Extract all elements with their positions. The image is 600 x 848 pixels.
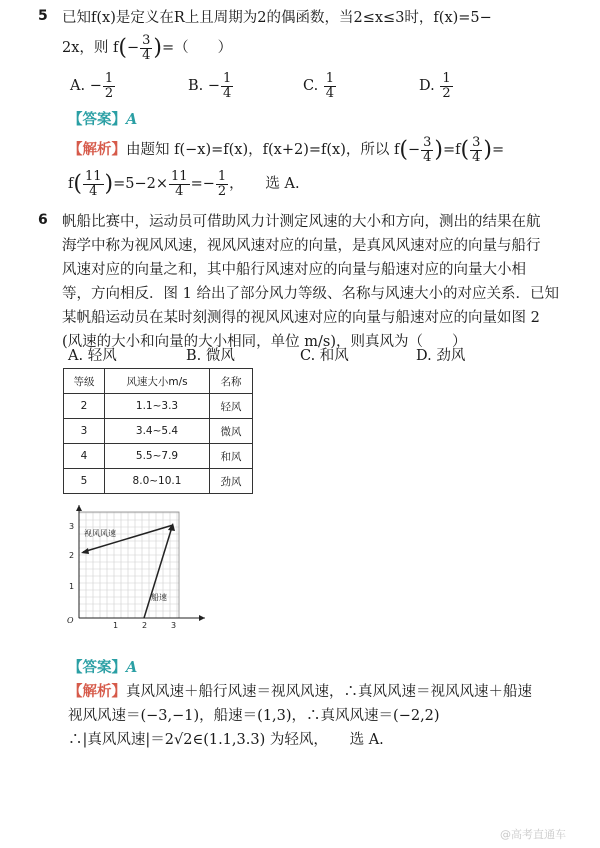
stem-line: 等，方向相反．图 1 给出了部分风力等级、名称与风速大小的对应关系．已知 (62, 286, 559, 302)
stem-line: 海学中称为视风风速，视风风速对应的向量，是真风风速对应的向量与船行 (62, 238, 541, 254)
question-5-stem-line2: 2x，则 f(− $\frac{3}{4}$ )=（ ） (62, 33, 233, 63)
q6-option-d: D. 劲风 (416, 348, 466, 364)
table-cell: 微风 (210, 419, 253, 444)
watermark: @高考直通车 (500, 828, 566, 841)
table-cell: 劲风 (210, 469, 253, 494)
question-5-number: 5 (38, 8, 48, 24)
stem-line: 某帆船运动员在某时刻测得的视风风速对应的向量与船速对应的向量如图 2 (62, 310, 540, 326)
q6-option-b: B. 微风 (186, 348, 235, 364)
table-row (64, 444, 253, 469)
analysis-line: 【解析】真风风速＋船行风速＝视风风速，∴真风风速＝视风风速＋船速 (68, 683, 532, 700)
table-header-row (64, 369, 253, 394)
table-cell: 3 (64, 419, 105, 444)
table-cell: 3.4~5.4 (105, 419, 210, 444)
x-tick-label: 1 (113, 621, 119, 630)
x-tick-label: 2 (142, 621, 148, 630)
q6-option-a: A. 轻风 (68, 348, 117, 364)
q5-option-d: D. $\frac{1}{2}$ (419, 71, 451, 101)
boat-speed-label: 船速 (151, 593, 167, 602)
table-row (64, 469, 253, 494)
stem-line: 帆船比赛中，运动员可借助风力计测定风速的大小和方向，测出的结果在航 (62, 214, 541, 230)
q6-option-c: C. 和风 (300, 348, 349, 364)
q5-option-b: B. − $\frac{1}{4}$ (188, 71, 232, 101)
stem-arg-fraction: $\frac{3}{4}$ (142, 33, 151, 63)
q5-option-a: A. − $\frac{1}{2}$ (70, 71, 114, 101)
origin-label: O (67, 616, 74, 625)
table-header: 风速大小m/s (105, 369, 210, 394)
table-row (64, 394, 253, 419)
stem-line2-post: =（ ） (162, 40, 233, 57)
stem-line: 风速对应的向量之和，其中船行风速对应的向量与船速对应的向量大小相 (62, 262, 526, 278)
y-tick-label: 2 (69, 551, 75, 560)
table-cell: 2 (64, 394, 105, 419)
y-axis-arrow (76, 505, 82, 511)
q6-answer: 【答案】A (68, 659, 138, 676)
apparent-wind-arrowhead (81, 548, 89, 554)
table-cell: 8.0~10.1 (105, 469, 210, 494)
vector-figure (55, 495, 215, 635)
q5-option-c: C. $\frac{1}{4}$ (303, 71, 335, 101)
y-tick-label: 1 (69, 582, 75, 591)
table-header: 名称 (210, 369, 253, 394)
question-6-stem (62, 210, 559, 354)
x-tick-label: 3 (171, 621, 177, 630)
question-6-number: 6 (38, 212, 48, 228)
stem-line2-pre: 2x，则 f (62, 40, 119, 57)
question-5-stem-line1: 已知f(x)是定义在R上且周期为2的偶函数，当2≤x≤3时，f(x)=5− (62, 10, 492, 26)
table-cell: 1.1~3.3 (105, 394, 210, 419)
analysis-line: 视风风速＝(−3,−1)，船速＝(1,3)，∴真风风速＝(−2,2) (68, 708, 440, 724)
table-cell: 和风 (210, 444, 253, 469)
apparent-wind-label: 视风风速 (84, 529, 116, 538)
stem-line: (风速的大小和向量的大小相同，单位 m/s)，则真风为（ ） (62, 334, 467, 350)
wind-grade-table (63, 368, 253, 494)
table-cell: 5.5~7.9 (105, 444, 210, 469)
q5-answer: 【答案】A (68, 111, 138, 128)
q5-analysis-line1: 【解析】由题知 f(−x)=f(x)，f(x+2)=f(x)，所以 f(− $\frac{3}{4}$ )=f( $\frac{3}{4}$ )= (68, 135, 505, 165)
table-cell: 轻风 (210, 394, 253, 419)
table-cell: 5 (64, 469, 105, 494)
table-header: 等级 (64, 369, 105, 394)
analysis-line: ∴|真风风速|＝2√2∈(1.1,3.3) 为轻风， 选 A. (68, 732, 384, 748)
table-cell: 4 (64, 444, 105, 469)
q5-analysis-line2: f( $\frac{11}{4}$ )=5−2× $\frac{11}{4}$ =− $\frac{1}{2}$ ， 选 A. (68, 169, 300, 199)
table-row (64, 419, 253, 444)
q6-analysis (68, 680, 532, 752)
x-axis-arrow (199, 615, 205, 621)
boat-speed-vector (144, 527, 172, 618)
y-tick-label: 3 (69, 522, 75, 531)
